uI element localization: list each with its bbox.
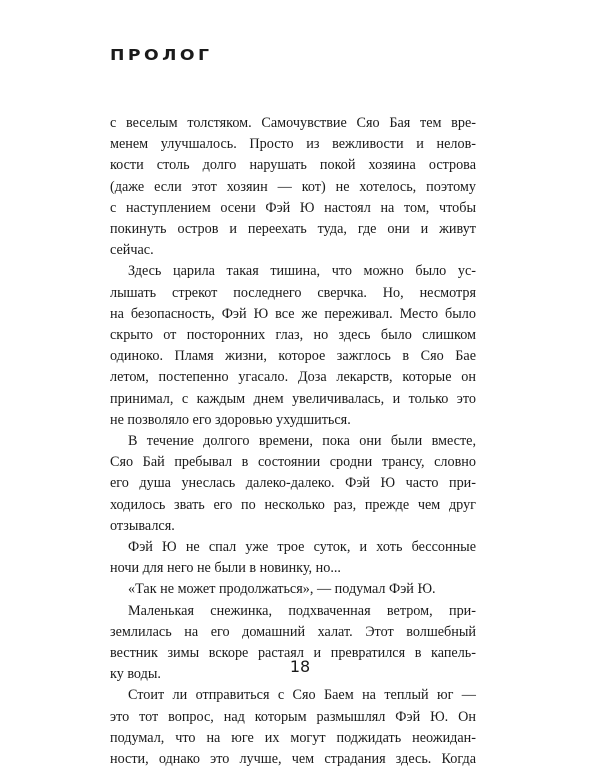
text-line: ку воды. <box>110 666 161 683</box>
text-line: В течение долгого времени, пока они были вместе, <box>128 433 476 450</box>
text-line: кости столь долго нарушать покой хозяина острова <box>110 157 476 174</box>
text-line: не позволяло его здоровью ухудшиться. <box>110 411 351 428</box>
text-line: Фэй Ю не спал уже трое суток, и хоть бессонные <box>128 539 476 556</box>
text-line: покинуть остров и переехать туда, где они и живут <box>110 221 476 238</box>
text-line: Маленькая снежинка, подхваченная ветром, при- <box>128 602 476 619</box>
paragraph <box>110 261 476 431</box>
text-line: ности, однако это лучше, чем страдания здесь. Когда <box>110 751 476 768</box>
text-line: на безопасность, Фэй Ю все же переживал. Место было <box>110 305 476 322</box>
text-line: с наступлением осени Фэй Ю настоял на том, чтобы <box>110 199 476 216</box>
text-line: землилась на его домашний халат. Этот волшебный <box>110 623 476 640</box>
text-line: подумал, что на юге их могут поджидать неожидан- <box>110 729 476 746</box>
text-line: сейчас. <box>110 242 154 259</box>
text-line: Стоит ли отправиться с Сяо Баем на теплый юг — <box>128 687 476 704</box>
text-line: Здесь царила такая тишина, что можно было ус- <box>128 263 476 280</box>
paragraph <box>110 685 476 770</box>
text-line: летом, постепенно угасало. Доза лекарств, которые он <box>110 369 476 386</box>
text-line: это тот вопрос, над которым размышлял Фэй Ю. Он <box>110 708 476 725</box>
text-line: лышать стрекот последнего сверчка. Но, несмотря <box>110 284 476 301</box>
text-line: менем улучшалось. Просто из вежливости и нелов- <box>110 136 476 153</box>
paragraph <box>110 113 476 261</box>
paragraph <box>110 431 476 537</box>
text-line: вестник зимы вскоре растаял и превратился в капель- <box>110 645 476 662</box>
text-line: Сяо Бай пребывал в состоянии сродни трансу, словно <box>110 454 476 471</box>
page-number: 18 <box>289 657 311 676</box>
text-line: принимал, с каждым днем увеличивалась, и только это <box>110 390 476 407</box>
text-line: одиноко. Пламя жизни, которое зажглось в Сяо Бае <box>110 348 476 365</box>
text-line: ходилось звать его по несколько раз, прежде чем друг <box>110 496 476 513</box>
text-line: отзывался. <box>110 517 175 534</box>
paragraph <box>110 579 476 600</box>
text-line: ночи для него не были в новинку, но... <box>110 560 341 577</box>
text-line: его душа унеслась далеко-далеко. Фэй Ю часто при- <box>110 475 476 492</box>
text-line: (даже если этот хозяин — кот) не хотелось, поэтому <box>110 178 476 195</box>
text-line: с веселым толстяком. Самочувствие Сяо Бая тем вре- <box>110 115 476 131</box>
running-header-title: ПРОЛОГ <box>110 46 213 64</box>
text-line: «Так не может продолжаться», — подумал Фэй Ю. <box>128 581 436 598</box>
paragraph <box>110 537 476 579</box>
text-line: скрыто от посторонних глаз, но здесь было слишком <box>110 327 476 344</box>
